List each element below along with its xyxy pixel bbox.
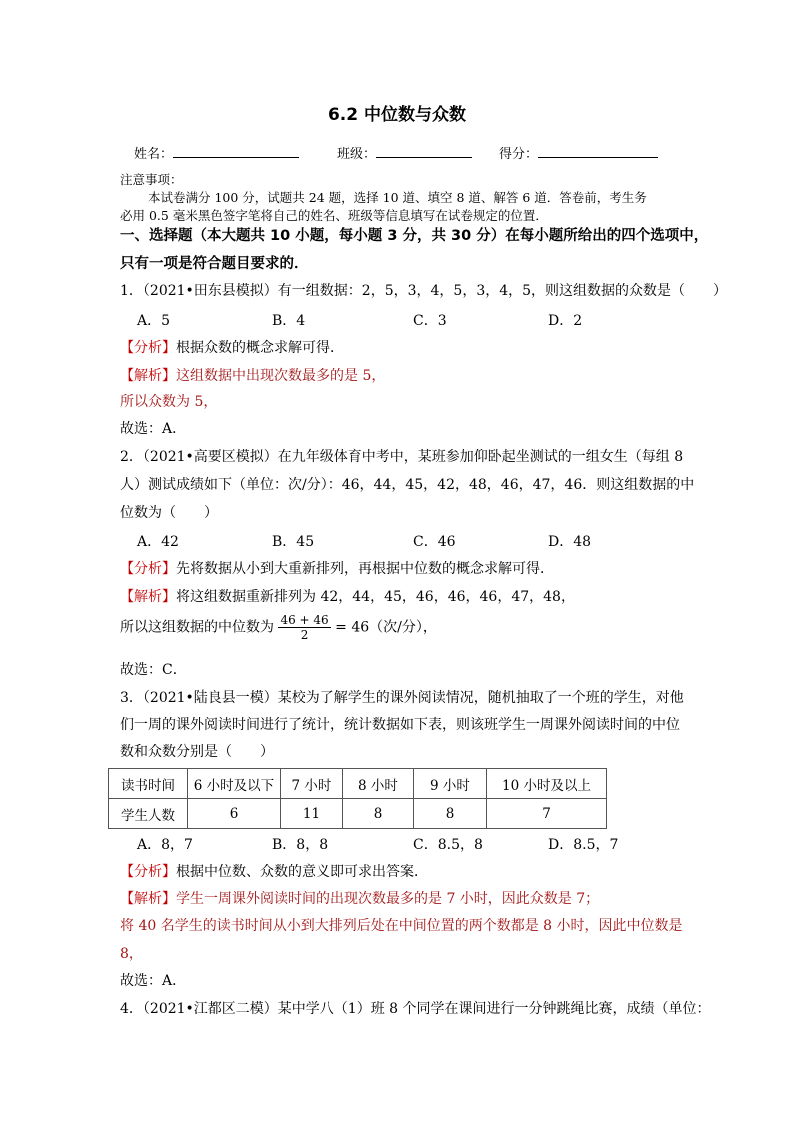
table-cell: 7 小时 <box>281 769 343 799</box>
q4-stem-line-1: 4．（2021•江都区二模）某中学八（1）班 8 个同学在课间进行一分钟跳绳比赛，成绩（单位： <box>120 1001 711 1017</box>
q2-stem-line-1: 2．（2021•高要区模拟）在九年级体育中考中，某班参加仰卧起坐测试的一组女生（每组 8 <box>120 449 684 465</box>
q3-solution-line-2: 将 40 名学生的读书时间从小到大排列后处在中间位置的两个数都是 8 小时，因此中位数是 <box>120 918 683 934</box>
class-label: 班级： <box>337 147 377 162</box>
table-cell: 学生人数 <box>109 799 188 829</box>
table-row <box>109 799 607 829</box>
table-cell: 10 小时及以上 <box>487 769 607 799</box>
q2-option-d: D．48 <box>548 534 592 550</box>
q3-option-c: C．8.5，8 <box>413 837 483 853</box>
score-blank[interactable] <box>538 144 658 158</box>
q2-median-line <box>120 613 437 642</box>
analysis-tag: 【分析】 <box>120 561 176 577</box>
section-heading-line-2: 只有一项是符合题目要求的． <box>120 256 309 272</box>
analysis-tag: 【分析】 <box>120 864 176 880</box>
q3-solution <box>120 888 599 908</box>
q2-stem-line-2: 人）测试成绩如下（单位：次/分）：46，44，45，42，48，46，47，46．则这组数据的中 <box>120 477 695 493</box>
median-fraction <box>278 613 330 642</box>
q3-option-d: D．8.5，7 <box>548 837 619 853</box>
fraction-numerator: 46 + 46 <box>280 613 329 627</box>
table-cell: 6 小时及以下 <box>188 769 281 799</box>
q3-stem-line-2: 们一周的课外阅读时间进行了统计，统计数据如下表，则该班学生一周课外阅读时间的中位 <box>120 717 680 733</box>
q3-stem-line-3: 数和众数分别是（ ） <box>120 744 274 760</box>
table-cell: 8 小时 <box>343 769 414 799</box>
q3-option-a: A．8，7 <box>137 837 193 853</box>
table-cell: 6 <box>188 799 281 829</box>
table-cell: 7 <box>487 799 607 829</box>
q2-median-suffix: = 46（次/分）， <box>335 619 437 636</box>
q1-answer: 故选：A． <box>120 421 187 437</box>
q2-analysis-text: 先将数据从小到大重新排列，再根据中位数的概念求解可得． <box>176 561 554 577</box>
notes-line-1: 本试卷满分 100 分，试题共 24 题，选择 10 道、填空 8 道、解答 6 道．答卷前，考生务 <box>148 190 647 205</box>
q3-answer: 故选：A． <box>120 973 187 989</box>
q1-option-b: B．4 <box>272 313 306 329</box>
q2-answer: 故选：C． <box>120 662 187 678</box>
q2-solution-text: 将这组数据重新排列为 42，44，45，46，46，46，47，48， <box>176 589 575 605</box>
q1-option-c: C．3 <box>413 313 447 329</box>
table-cell: 读书时间 <box>109 769 188 799</box>
q1-analysis <box>120 337 344 357</box>
q2-analysis <box>120 558 554 578</box>
score-label: 得分： <box>499 147 539 162</box>
q2-median-prefix: 所以这组数据的中位数为 <box>120 619 274 636</box>
class-blank[interactable] <box>376 144 472 158</box>
q2-solution <box>120 586 575 606</box>
page-title: 6.2 中位数与众数 <box>327 105 467 125</box>
class-field[interactable] <box>337 143 472 162</box>
q1-solution <box>120 365 385 385</box>
q3-solution-text: 学生一周课外阅读时间的出现次数最多的是 7 小时，因此众数是 7； <box>176 891 600 907</box>
q1-analysis-text: 根据众数的概念求解可得． <box>176 340 344 356</box>
q3-option-b: B．8，8 <box>272 837 329 853</box>
q1-solution-text: 这组数据中出现次数最多的是 5， <box>176 368 386 384</box>
q3-analysis-text: 根据中位数、众数的意义即可求出答案． <box>176 864 428 880</box>
section-heading-line-1: 一、选择题（本大题共 10 小题，每小题 3 分，共 30 分）在每小题所给出的四个选项中， <box>120 228 709 244</box>
table-cell: 9 小时 <box>414 769 487 799</box>
score-field[interactable] <box>499 143 658 162</box>
q2-option-b: B．45 <box>272 534 315 550</box>
table-cell: 8 <box>343 799 414 829</box>
table-cell: 8 <box>414 799 487 829</box>
notes-line-2: 必用 0.5 毫米黑色签字笔将自己的姓名、班级等信息填写在试卷规定的位置． <box>120 208 548 223</box>
q3-solution-line-3: 8， <box>120 946 143 962</box>
q2-option-c: C．46 <box>413 534 456 550</box>
name-field[interactable] <box>134 143 299 162</box>
analysis-tag: 【分析】 <box>120 340 176 356</box>
solution-tag: 【解析】 <box>120 589 176 605</box>
name-label: 姓名： <box>134 147 174 162</box>
q1-option-a: A．5 <box>137 313 171 329</box>
q1-stem: 1．（2021•田东县模拟）有一组数据：2，5，3，4，5，3，4，5，则这组数据的众数是（ ） <box>120 283 728 299</box>
table-cell: 11 <box>281 799 343 829</box>
q3-analysis <box>120 861 428 881</box>
q3-stem-line-1: 3．（2021•陆良县一模）某校为了解学生的课外阅读情况，随机抽取了一个班的学生，对他 <box>120 690 684 706</box>
name-blank[interactable] <box>173 144 299 158</box>
fraction-denominator: 2 <box>300 628 309 642</box>
q1-solution-line-2: 所以众数为 5， <box>120 394 218 410</box>
q1-option-d: D．2 <box>548 313 583 329</box>
reading-time-table <box>108 768 607 829</box>
notes-heading: 注意事项： <box>120 172 183 187</box>
table-row <box>109 769 607 799</box>
q2-stem-line-3: 位数为（ ） <box>120 505 218 521</box>
solution-tag: 【解析】 <box>120 368 176 384</box>
solution-tag: 【解析】 <box>120 891 176 907</box>
q2-option-a: A．42 <box>137 534 179 550</box>
